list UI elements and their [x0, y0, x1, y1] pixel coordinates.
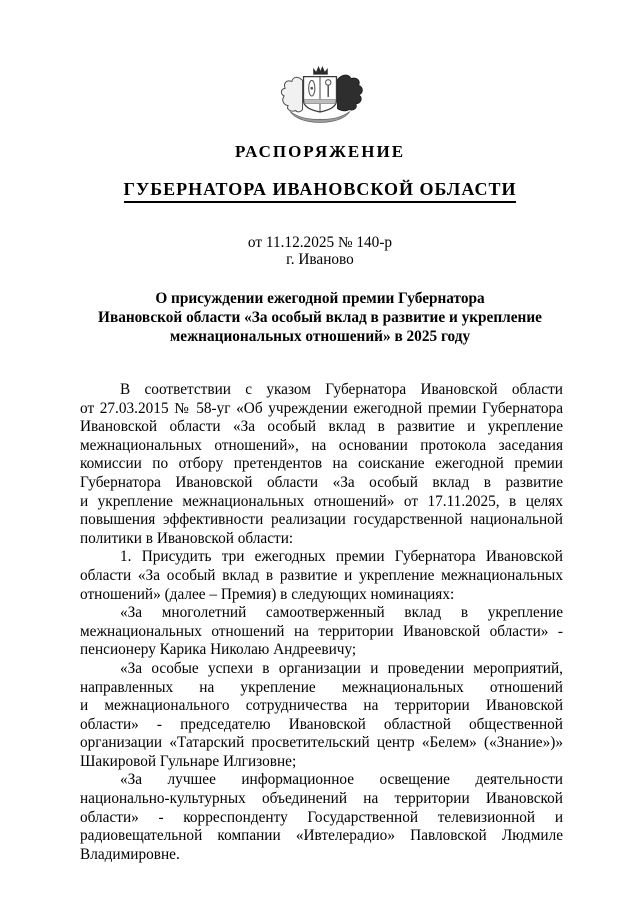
document-meta [0, 235, 640, 268]
paragraph-nomination-2: «За особые успехи в организации и проведении мероприятий, направленных на укрепление межнациональных отношений и межнационального сотрудничества на территории Ивановской области» - председателю Ивановской областной общественной организации «Татарский просветительский центр «Белем» («Знание»)» Шакировой Гульнаре Илгизовне; [80, 659, 563, 770]
document-body [0, 381, 640, 864]
subject-line: межнациональных отношений» в 2025 году [169, 328, 471, 345]
subject-heading [0, 289, 640, 346]
subject-line: Ивановской области «За особый вклад в развитие и укрепление [98, 309, 542, 326]
paragraph-item-1: 1. Присудить три ежегодных премии Губернатора Ивановской области «За особый вклад в развитие и укрепление межнациональных отношений» (далее – Премия) в следующих номинациях: [80, 548, 563, 603]
subject-line: О присуждении ежегодной премии Губернатора [155, 290, 485, 307]
emblem-container [0, 0, 640, 126]
paragraph-preamble: В соответствии с указом Губернатора Ивановской области от 27.03.2015 № 58-уг «Об учреждении ежегодной премии Губернатора Ивановской области «За особый вклад в развитие и укрепление межнациональных отношений», на основании протокола заседания комиссии по отбору претендентов на соискание ежегодной премии Губернатора Ивановской области «За особый вклад в развитие и укрепление межнациональных отношений» от 17.11.2025, в целях повышения эффективности реализации государственной национальной политики в Ивановской области: [80, 381, 563, 547]
date-number-line: от 11.12.2025 № 140-р [247, 234, 393, 251]
coat-of-arms-icon [272, 64, 368, 126]
issuer-title: ГУБЕРНАТОРА ИВАНОВСКОЙ ОБЛАСТИ [124, 179, 517, 203]
paragraph-nomination-1: «За многолетний самоотверженный вклад в укрепление межнациональных отношений на территории Ивановской области» - пенсионеру Карика Николаю Андреевичу; [80, 604, 563, 659]
city-line: г. Иваново [286, 250, 354, 268]
paragraph-nomination-3: «За лучшее информационное освещение деятельности национально-культурных объединений на территории Ивановской области» - корреспонденту Государственной телевизионной и радиовещательной компании «Ивтелерадио» Павловской Людмиле Владимировне. [80, 771, 563, 863]
issuer-title-row [0, 179, 640, 203]
document-type-title: РАСПОРЯЖЕНИЕ [234, 142, 406, 161]
